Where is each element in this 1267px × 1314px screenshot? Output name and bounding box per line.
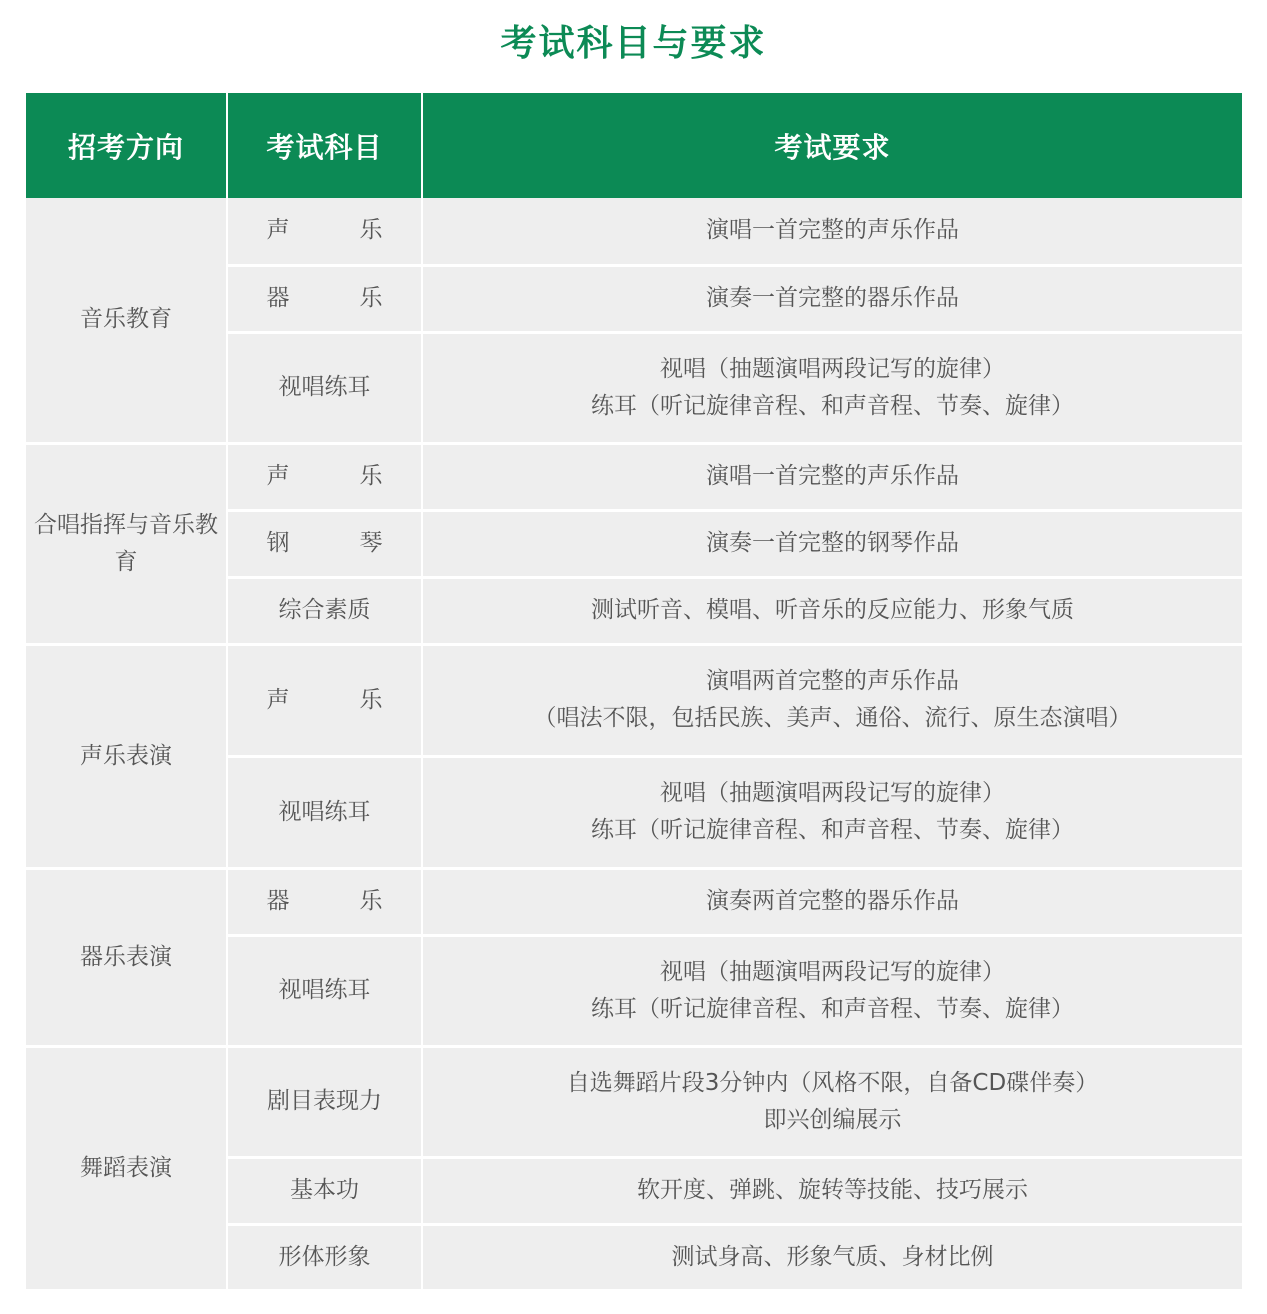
direction-cell <box>26 868 227 1046</box>
direction-cell <box>26 644 227 868</box>
subject-cell <box>227 644 422 756</box>
requirement-cell <box>422 935 1242 1046</box>
direction-label: 音乐教育 <box>80 306 172 333</box>
requirement-cell <box>422 510 1242 577</box>
subject-label: 声 乐 <box>266 686 383 713</box>
header-requirement: 考试要求 <box>422 93 1242 198</box>
requirement-text: 测试身高、形象气质、身材比例 <box>671 1243 994 1270</box>
requirement-text: 自选舞蹈片段3分钟内（风格不限，自备CD碟伴奏） <box>566 1069 1099 1096</box>
subject-cell <box>227 443 422 510</box>
table-header-row <box>26 93 1242 198</box>
subject-cell <box>227 198 422 265</box>
direction-label: 音乐教育 <box>114 511 218 575</box>
requirement-text: 视唱（抽题演唱两段记写的旋律） <box>660 958 1005 985</box>
subject-cell <box>227 265 422 332</box>
subject-cell <box>227 868 422 935</box>
table-row <box>26 443 1242 510</box>
direction-label: 器乐表演 <box>80 943 172 970</box>
subject-label: 钢 琴 <box>266 530 383 556</box>
direction-cell <box>26 198 227 443</box>
requirement-cell <box>422 644 1242 756</box>
table-row <box>26 868 1242 935</box>
direction-label: 声乐表演 <box>80 742 172 769</box>
requirement-cell <box>422 198 1242 265</box>
subject-cell: 形体形象 <box>227 1224 422 1290</box>
requirement-text: 练耳（听记旋律音程、和声音程、节奏、旋律） <box>591 995 1074 1022</box>
requirement-text: 即兴创编展示 <box>763 1106 902 1133</box>
requirement-cell <box>422 756 1242 868</box>
table-row <box>26 1046 1242 1157</box>
subject-label: 器 乐 <box>266 285 383 311</box>
subject-cell <box>227 510 422 577</box>
subject-label: 器 乐 <box>266 888 383 914</box>
requirement-text: 演唱一首完整的声乐作品 <box>706 217 959 244</box>
exam-table <box>26 93 1242 1292</box>
requirement-cell <box>422 868 1242 935</box>
subject-cell: 综合素质 <box>227 577 422 644</box>
direction-cell <box>26 443 227 644</box>
requirement-text: 演奏一首完整的器乐作品 <box>706 285 959 311</box>
requirement-cell <box>422 577 1242 644</box>
direction-label: 舞蹈表演 <box>80 1154 172 1181</box>
requirement-text: 练耳（听记旋律音程、和声音程、节奏、旋律） <box>591 392 1074 419</box>
table-row <box>26 644 1242 756</box>
subject-cell: 剧目表现力 <box>227 1046 422 1157</box>
requirement-text: 测试听音、模唱、听音乐的反应能力、形象气质 <box>591 597 1074 623</box>
requirement-text: （唱法不限，包括民族、美声、通俗、流行、原生态演唱） <box>533 705 1132 731</box>
subject-label: 声 乐 <box>266 463 383 489</box>
subject-cell: 视唱练耳 <box>227 935 422 1046</box>
requirement-text: 演奏两首完整的器乐作品 <box>706 888 959 914</box>
requirement-text: 演唱两首完整的声乐作品 <box>706 668 959 694</box>
direction-cell <box>26 1046 227 1290</box>
requirement-text: 演唱一首完整的声乐作品 <box>706 463 959 489</box>
requirement-cell <box>422 443 1242 510</box>
requirement-text: 演奏一首完整的钢琴作品 <box>706 530 959 556</box>
requirement-text: 软开度、弹跳、旋转等技能、技巧展示 <box>637 1177 1028 1203</box>
requirement-text: 视唱（抽题演唱两段记写的旋律） <box>660 780 1005 806</box>
subject-cell: 视唱练耳 <box>227 756 422 868</box>
page-title: 考试科目与要求 <box>500 23 767 64</box>
table-row <box>26 198 1242 265</box>
requirement-text: 练耳（听记旋律音程、和声音程、节奏、旋律） <box>591 817 1074 843</box>
subject-label: 声 乐 <box>266 217 383 244</box>
subject-cell: 基本功 <box>227 1157 422 1224</box>
header-direction: 招考方向 <box>26 93 227 198</box>
requirement-text: 视唱（抽题演唱两段记写的旋律） <box>660 355 1005 382</box>
requirement-cell <box>422 1157 1242 1224</box>
header-subject: 考试科目 <box>227 93 422 198</box>
subject-cell: 视唱练耳 <box>227 332 422 443</box>
direction-label: 合唱指挥与 <box>34 511 149 538</box>
requirement-cell <box>422 1224 1242 1290</box>
requirement-cell <box>422 332 1242 443</box>
requirement-cell <box>422 1046 1242 1157</box>
requirement-cell <box>422 265 1242 332</box>
